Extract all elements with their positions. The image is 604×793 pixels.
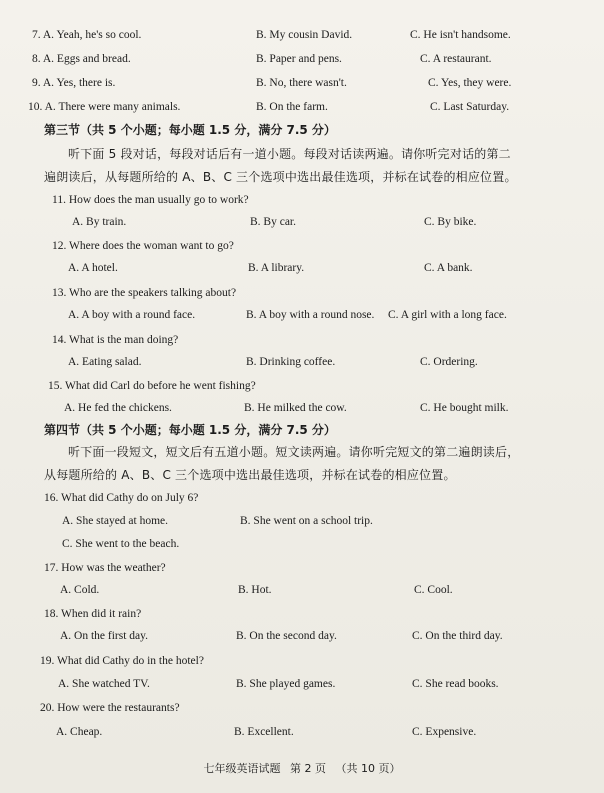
option-c: C. Ordering.	[420, 356, 478, 368]
option-c: C. He bought milk.	[420, 402, 509, 414]
option-b: B. Hot.	[238, 584, 272, 596]
options-20	[0, 721, 604, 743]
question-18: 18. When did it rain?	[44, 608, 142, 620]
options-18	[0, 625, 604, 647]
option-b: B. My cousin David.	[256, 29, 353, 41]
option-c: C. A restaurant.	[420, 53, 492, 65]
option-b: B. She played games.	[236, 678, 336, 690]
option-b: B. Paper and pens.	[256, 53, 342, 65]
options-13	[0, 304, 604, 326]
option-c: C. On the third day.	[412, 630, 503, 642]
option-a: A. On the first day.	[60, 630, 149, 642]
question-15: 15. What did Carl do before he went fishing?	[48, 380, 256, 392]
option-a: A. A hotel.	[68, 262, 118, 274]
option-a: A. She watched TV.	[58, 678, 150, 690]
option-c: C. A girl with a long face.	[388, 309, 507, 321]
footer-page-number: 第 2 页	[290, 762, 326, 775]
option-c: C. Cool.	[414, 584, 453, 596]
question-17: 17. How was the weather?	[44, 562, 166, 574]
options-14	[0, 351, 604, 373]
option-a: A. Cheap.	[56, 726, 103, 738]
option-row-7	[0, 24, 604, 46]
option-row-8	[0, 48, 604, 70]
options-19	[0, 673, 604, 695]
section4-instruction-line2: 从每题所给的 A、B、C 三个选项中选出最佳选项，并标在试卷的相应位置。	[44, 468, 456, 482]
option-b: B. By car.	[250, 216, 296, 228]
section4-instructions	[44, 441, 564, 487]
option-c: C. She read books.	[412, 678, 499, 690]
option-a: A. Cold.	[60, 584, 100, 596]
options-16	[0, 510, 604, 532]
option-b: B. No, there wasn't.	[256, 77, 347, 89]
option-a: A. She stayed at home.	[62, 515, 169, 527]
options-11	[0, 211, 604, 233]
footer-subject: 七年级英语试题	[203, 762, 281, 775]
option-b: B. On the second day.	[236, 630, 337, 642]
option-a: 10. A. There were many animals.	[28, 101, 181, 113]
option-b: B. On the farm.	[256, 101, 328, 113]
section3-instruction-line1: 听下面 5 段对话，每段对话后有一道小题。每段对话读两遍。请你听完对话的第二	[68, 147, 511, 161]
option-c: C. Last Saturday.	[430, 101, 510, 113]
footer-total-pages: （共 10 页）	[335, 762, 401, 775]
question-20: 20. How were the restaurants?	[40, 702, 180, 714]
question-13: 13. Who are the speakers talking about?	[52, 287, 237, 299]
option-b: B. Drinking coffee.	[246, 356, 336, 368]
section3-title: 第三节（共 5 个小题；每小题 1.5 分，满分 7.5 分）	[44, 123, 336, 137]
section4-instruction-line1: 听下面一段短文，短文后有五道小题。短文读两遍。请你听完短文的第二遍朗读后，	[68, 445, 520, 459]
option-a: 7. A. Yeah, he's so cool.	[32, 29, 142, 41]
option-a: 8. A. Eggs and bread.	[32, 53, 131, 65]
question-19: 19. What did Cathy do in the hotel?	[40, 655, 204, 667]
option-c: C. By bike.	[424, 216, 477, 228]
option-c: C. Yes, they were.	[428, 77, 512, 89]
section3-instructions	[44, 143, 564, 189]
section4-title: 第四节（共 5 个小题；每小题 1.5 分，满分 7.5 分）	[44, 423, 336, 437]
option-b: B. He milked the cow.	[244, 402, 347, 414]
question-16: 16. What did Cathy do on July 6?	[44, 492, 199, 504]
option-b: B. A library.	[248, 262, 305, 274]
option-c: C. A bank.	[424, 262, 473, 274]
option-c: C. He isn't handsome.	[410, 29, 511, 41]
option-a: 9. A. Yes, there is.	[32, 77, 116, 89]
option-a: A. A boy with a round face.	[68, 309, 196, 321]
options-16-c	[0, 533, 604, 555]
options-17	[0, 579, 604, 601]
option-row-9	[0, 72, 604, 94]
option-row-10	[0, 96, 604, 118]
option-b: B. A boy with a round nose.	[246, 309, 375, 321]
page-footer	[0, 760, 604, 776]
option-c: C. Expensive.	[412, 726, 477, 738]
options-15	[0, 397, 604, 419]
section3-instruction-line2: 遍朗读后，从每题所给的 A、B、C 三个选项中选出最佳选项，并标在试卷的相应位置。	[44, 170, 517, 184]
question-14: 14. What is the man doing?	[52, 334, 179, 346]
option-a: A. Eating salad.	[68, 356, 142, 368]
option-b: B. She went on a school trip.	[240, 515, 373, 527]
option-c: C. She went to the beach.	[62, 538, 180, 550]
option-a: A. By train.	[72, 216, 127, 228]
options-12	[0, 257, 604, 279]
option-a: A. He fed the chickens.	[64, 402, 172, 414]
question-12: 12. Where does the woman want to go?	[52, 240, 234, 252]
question-11: 11. How does the man usually go to work?	[52, 194, 249, 206]
option-b: B. Excellent.	[234, 726, 294, 738]
